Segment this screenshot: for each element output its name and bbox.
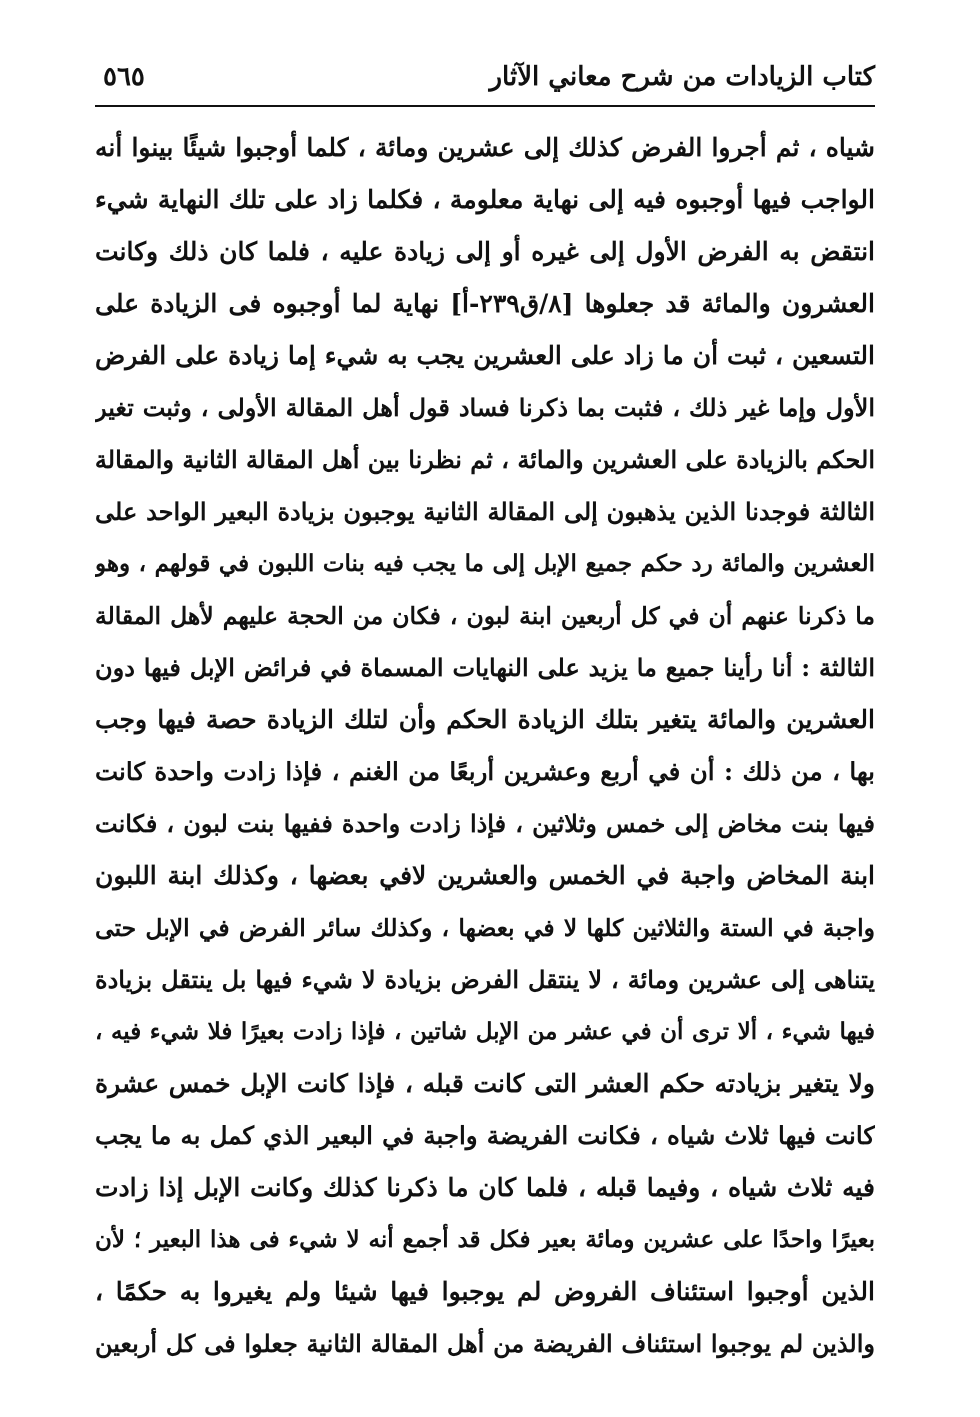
text-line: الواجب فيها أوجبوه فيه إلى نهاية معلومة ، فكلما زاد على تلك النهاية شيء (95, 185, 875, 214)
text-line: يتناهى إلى عشرين ومائة ، لا ينتقل الفرض بزيادة لا شيء فيها بل ينتقل بزيادة (95, 965, 875, 994)
text-line: التسعين ، ثبت أن ما زاد على العشرين يجب به شيء إما زيادة على الفرض (95, 341, 875, 370)
page-number: ٥٦٥ (103, 62, 145, 92)
text-line: الثالثة فوجدنا الذين يذهبون إلى المقالة الثانية يوجبون بزيادة البعير الواحد على (95, 497, 875, 526)
text-line: الثالثة : أنا رأينا جميع ما يزيد على النهايات المسماة في فرائض الإبل فيها دون (95, 653, 875, 682)
text-line: ابنة المخاض واجبة في الخمس والعشرين لافي بعضها ، وكذلك ابنة اللبون (95, 861, 875, 890)
body-text (95, 122, 875, 1370)
text-line: العشرين والمائة رد حكم جميع الإبل إلى ما يجب فيه بنات اللبون في قولهم ، وهو (95, 550, 875, 577)
text-line: الذين أوجبوا استئناف الفروض لم يوجبوا فيها شيئا ولم يغيروا به حكمًا ، (95, 1277, 875, 1306)
text-line: بعيرًا واحدًا على عشرين ومائة بعير فكل قد أجمع أنه لا شيء فى هذا البعير ؛ لأن (95, 1226, 875, 1253)
text-line: فيها شيء ، ألا ترى أن في عشر من الإبل شاتين ، فإذا زادت بعيرًا فلا شيء فيه ، (95, 1018, 875, 1045)
text-line: ما ذكرنا عنهم أن في كل أربعين ابنة لبون ، فكان من الحجة عليهم لأهل المقالة (95, 602, 875, 630)
text-line: كانت فيها ثلاث شياه ، فكانت الفريضة واجبة في البعير الذي كمل به ما يجب (95, 1121, 875, 1150)
text-line: الحكم بالزيادة على العشرين والمائة ، ثم نظرنا بين أهل المقالة الثانية والمقالة (95, 445, 875, 474)
text-line: والذين لم يوجبوا استئناف الفريضة من أهل المقالة الثانية جعلوا فى كل أربعين (95, 1329, 875, 1358)
text-line: شياه ، ثم أجروا الفرض كذلك إلى عشرين ومائة ، كلما أوجبوا شيئًا بينوا أنه (95, 133, 875, 162)
text-line: فيها بنت مخاض إلى خمس وثلاثين ، فإذا زادت واحدة ففيها بنت لبون ، فكانت (95, 809, 875, 838)
header-rule (95, 105, 875, 107)
text-line: انتقض به الفرض الأول إلى غيره أو إلى زيادة عليه ، فلما كان ذلك وكانت (95, 237, 875, 266)
text-line: الأول وإما غير ذلك ، فثبت بما ذكرنا فساد قول أهل المقالة الأولى ، وثبت تغير (95, 393, 875, 422)
text-line: واجبة في الستة والثلاثين كلها لا في بعضها ، وكذلك سائر الفرض في الإبل حتى (95, 914, 875, 942)
running-head-title: كتاب الزيادات من شرح معاني الآثار (489, 62, 875, 92)
text-line: ولا يتغير بزيادته حكم العشر التى كانت قبله ، فإذا كانت الإبل خمس عشرة (95, 1069, 875, 1098)
text-line: بها ، من ذلك : أن في أربع وعشرين أربعًا من الغنم ، فإذا زادت واحدة كانت (95, 757, 875, 786)
text-line: العشرون والمائة قد جعلوها [٨/ق٢٣٩-أ] نهاية لما أوجبوه فى الزيادة على (95, 289, 875, 318)
text-line: العشرين والمائة يتغير بتلك الزيادة الحكم وأن لتلك الزيادة حصة فيها وجب (95, 705, 875, 734)
page-header (95, 58, 875, 102)
text-line: فيه ثلاث شياه ، وفيما قبله ، فلما كان ما ذكرنا كذلك وكانت الإبل إذا زادت (95, 1173, 875, 1202)
